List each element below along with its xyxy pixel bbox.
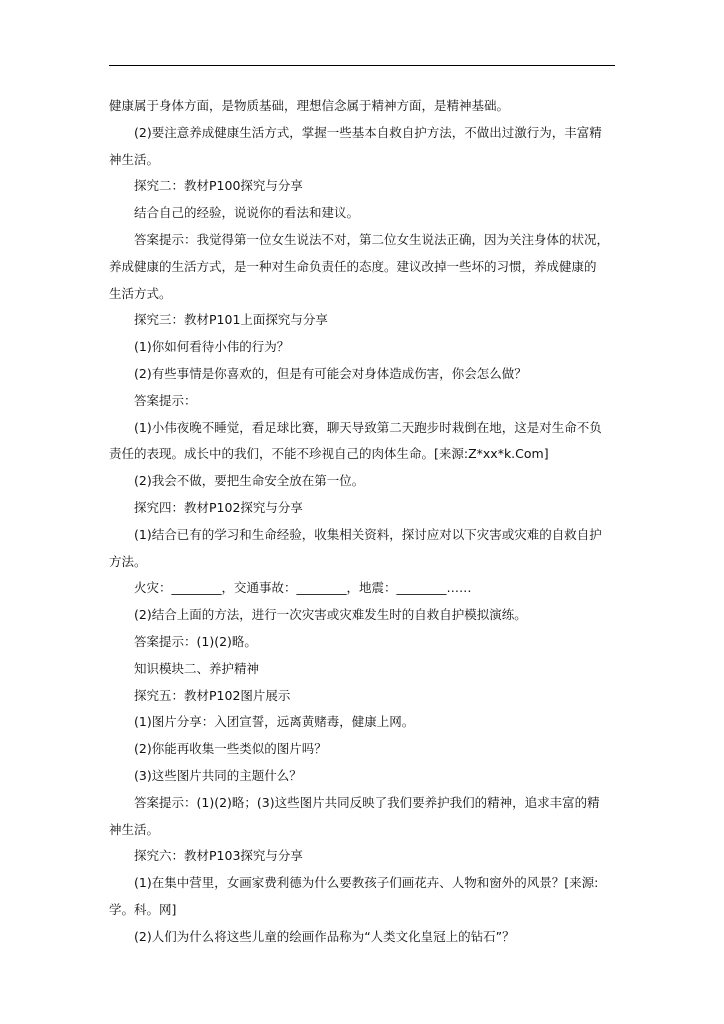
fill-in-blank-line: 火灾：________，交通事故：________，地震：________…… [134,580,472,596]
paragraph-line: (1)小伟夜晚不睡觉，看足球比赛，聊天导致第二天跑步时栽倒在地，这是对生命不负 [134,419,602,435]
paragraph-line: 神生活。 [109,151,160,167]
paragraph-line: (2)有些事情是你喜欢的，但是有可能会对身体造成伤害，你会怎么做？ [134,365,527,381]
paragraph-line: (2)我会不做，要把生命安全放在第一位。 [134,473,365,489]
paragraph-line: 养成健康的生活方式，是一种对生命负责任的态度。建议改掉一些坏的习惯，养成健康的 [109,258,597,274]
paragraph-line: (1)在集中营里，女画家费利德为什么要教孩子们画花卉、人物和窗外的风景？[来源: [134,875,599,891]
paragraph-line: (1)结合已有的学习和生命经验，收集相关资料，探讨应对以下灾害或灾难的自救自护 [134,526,602,542]
paragraph-line: 答案提示：我觉得第一位女生说法不对，第二位女生说法正确，因为关注身体的状况， [134,231,610,247]
paragraph-line: 学。科。网] [109,901,177,917]
paragraph-line: 方法。 [109,553,147,569]
paragraph-line: (2)要注意养成健康生活方式，掌握一些基本自救自护方法，不做出过激行为，丰富精 [134,124,602,140]
paragraph-line: (2)人们为什么将这些儿童的绘画作品称为“人类文化皇冠上的钻石”？ [134,928,515,944]
paragraph-line: 责任的表现。成长中的我们，不能不珍视自己的肉体生命。[来源:Z*xx*k.Com] [109,446,549,462]
section-heading: 探究五：教材P102图片展示 [134,687,291,703]
document-body [109,93,621,951]
paragraph-line: 健康属于身体方面，是物质基础，理想信念属于精神方面，是精神基础。 [109,98,510,113]
paragraph-line: (1)图片分享：入团宣誓，远离黄赌毒，健康上网。 [134,714,415,730]
section-heading: 探究四：教材P102探究与分享 [134,499,303,515]
paragraph-line: (1)你如何看待小伟的行为？ [134,339,290,355]
paragraph-line: 结合自己的经验，说说你的看法和建议。 [134,205,360,221]
section-heading: 探究六：教材P103探究与分享 [134,848,303,864]
paragraph-line: (2)你能再收集一些类似的图片吗？ [134,741,327,757]
paragraph-line: 神生活。 [109,821,160,837]
paragraph-line: (3)这些图片共同的主题什么？ [134,767,302,783]
header-rule [109,65,615,66]
paragraph-line: 答案提示：(1)(2)略；(3)这些图片共同反映了我们要养护我们的精神，追求丰富的精 [134,794,600,810]
paragraph-line: 答案提示：(1)(2)略。 [134,633,257,649]
paragraph-line: 生活方式。 [109,285,172,301]
section-heading: 探究二：教材P100探究与分享 [134,178,303,194]
paragraph-line: (2)结合上面的方法，进行一次灾害或灾难发生时的自救自护模拟演练。 [134,607,527,623]
section-heading: 知识模块二、养护精神 [134,660,260,676]
paragraph-line: 答案提示： [134,392,197,408]
section-heading: 探究三：教材P101上面探究与分享 [134,312,328,328]
